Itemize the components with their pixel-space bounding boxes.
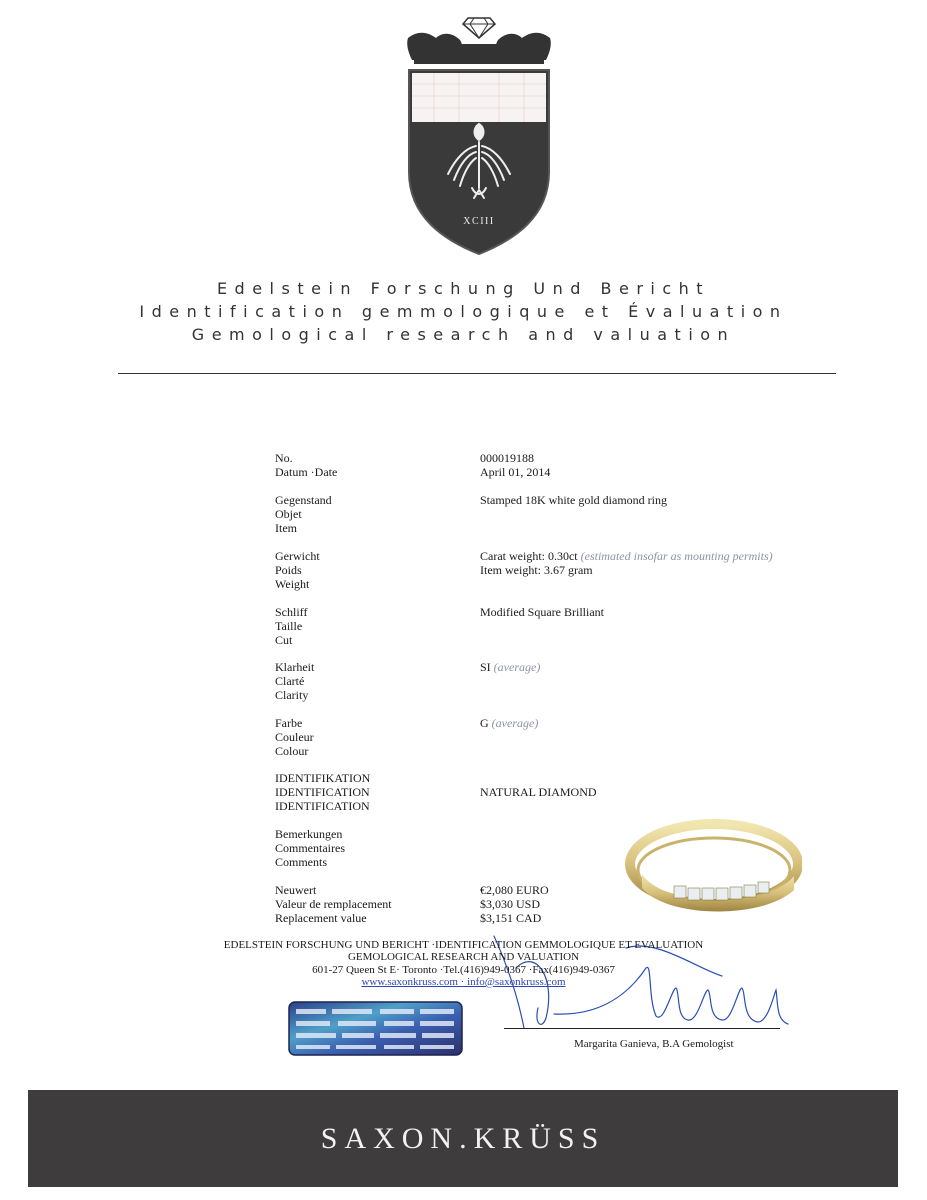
weight-values xyxy=(480,549,773,577)
identification-labels xyxy=(275,771,370,813)
clarity-values xyxy=(480,660,540,674)
label-neuwert: Neuwert xyxy=(275,883,317,897)
colour-note: (average) xyxy=(491,716,539,730)
brand-name: SAXON.KRÜSS xyxy=(320,1122,606,1155)
brand-bar xyxy=(28,1090,898,1187)
footer-company-en: GEMOLOGICAL RESEARCH AND VALUATION xyxy=(347,951,580,963)
header-line-english: Gemological research and valuation xyxy=(191,325,736,344)
label-item: Item xyxy=(275,521,297,535)
label-schliff: Schliff xyxy=(275,605,308,619)
label-valeur: Valeur de remplacement xyxy=(275,897,392,911)
number-date-labels xyxy=(275,451,337,479)
cut-value: Modified Square Brilliant xyxy=(480,605,604,619)
weight-labels xyxy=(275,549,320,591)
signatory-name: Margarita Ganieva, B.A Gemologist xyxy=(574,1038,734,1050)
crest-emblem xyxy=(404,12,554,262)
clarity-note: (average) xyxy=(493,660,541,674)
label-weight: Weight xyxy=(275,577,310,591)
label-gegenstand: Gegenstand xyxy=(275,493,332,507)
clarity-value: SI xyxy=(480,660,491,674)
value-usd: $3,030 USD xyxy=(480,897,541,911)
footer-address: 601-27 Queen St E· Toronto ·Tel.(416)949-0367 ·Fax(416)949-0367 xyxy=(312,964,615,976)
label-identification-en: IDENTIFICATION xyxy=(275,799,370,813)
cut-labels xyxy=(275,605,307,647)
value-cad: $3,151 CAD xyxy=(480,911,542,925)
label-farbe: Farbe xyxy=(275,716,303,730)
value-labels xyxy=(275,883,392,925)
label-clarity: Clarity xyxy=(275,688,309,702)
footer-company: EDELSTEIN FORSCHUNG UND BERICHT ·IDENTIFICATION GEMMOLOGIQUE ET EVALUATION xyxy=(223,939,704,951)
value-values xyxy=(480,883,549,925)
label-poids: Poids xyxy=(275,563,302,577)
label-objet: Objet xyxy=(275,507,302,521)
report-date: April 01, 2014 xyxy=(480,465,551,479)
header-line-german: Edelstein Forschung Und Bericht xyxy=(216,279,711,298)
diamond-icon xyxy=(463,18,495,38)
carat-note: (estimated insofar as mounting permits) xyxy=(580,549,773,563)
label-replacement: Replacement value xyxy=(275,911,367,925)
label-date: Datum ·Date xyxy=(275,465,338,479)
label-cut: Cut xyxy=(275,633,293,647)
item-value: Stamped 18K white gold diamond ring xyxy=(480,493,667,507)
header-divider xyxy=(118,373,836,374)
colour-values xyxy=(480,716,538,730)
label-identification-fr: IDENTIFICATION xyxy=(275,785,370,799)
label-taille: Taille xyxy=(275,619,303,633)
label-comments: Comments xyxy=(275,855,328,869)
number-date-values xyxy=(480,451,550,479)
identification-value: NATURAL DIAMOND xyxy=(480,785,597,799)
label-commentaires: Commentaires xyxy=(275,841,345,855)
comments-labels xyxy=(275,827,345,869)
label-gerwicht: Gerwicht xyxy=(275,549,320,563)
crest-numeral: XCIII xyxy=(463,216,495,227)
item-labels xyxy=(275,493,332,535)
colour-labels xyxy=(275,716,314,758)
label-identifikation: IDENTIFIKATION xyxy=(275,771,371,785)
label-clarte: Clarté xyxy=(275,674,305,688)
label-number: No. xyxy=(275,451,293,465)
label-bemerkungen: Bemerkungen xyxy=(275,827,343,841)
clarity-labels xyxy=(275,660,314,702)
signature-line xyxy=(504,1028,780,1029)
report-number: 000019188 xyxy=(480,451,534,465)
value-euro: €2,080 EURO xyxy=(480,883,549,897)
carat-weight: Carat weight: 0.30ct xyxy=(480,549,578,563)
colour-value: G xyxy=(480,716,489,730)
label-couleur: Couleur xyxy=(275,730,314,744)
footer-links[interactable]: www.saxonkruss.com · info@saxonkruss.com xyxy=(361,976,566,988)
label-klarheit: Klarheit xyxy=(275,660,315,674)
item-weight: Item weight: 3.67 gram xyxy=(480,563,593,577)
header-line-french: Identification gemmologique et Évaluation xyxy=(139,302,788,321)
label-colour: Colour xyxy=(275,744,309,758)
hologram-sticker xyxy=(288,1001,463,1056)
ring-photo xyxy=(622,816,802,921)
